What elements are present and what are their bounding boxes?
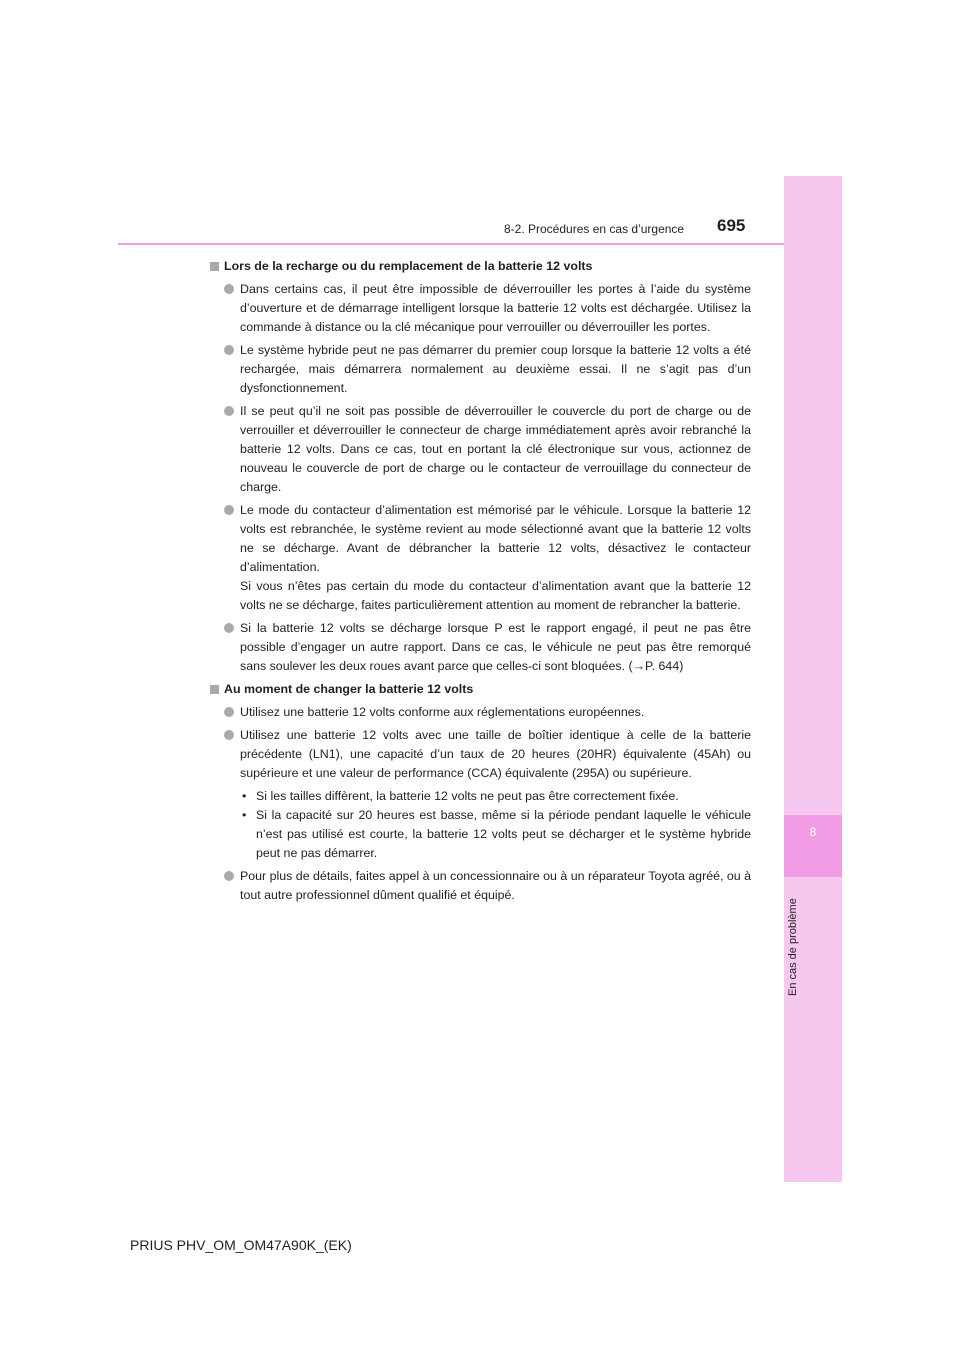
page-content <box>210 257 751 909</box>
section-heading: Lors de la recharge ou du remplacement de la batterie 12 volts <box>210 257 751 276</box>
square-bullet-icon <box>210 685 219 694</box>
sub-list-item: • Si la capacité sur 20 heures est basse, même si la période pendant laquelle le véhicule n’est pas utilisé est courte, la batterie 12 volts peut se décharger et le système hybride peut ne pas démarrer. <box>242 808 751 860</box>
list-item <box>210 501 751 615</box>
section-heading: Au moment de changer la batterie 12 volts <box>210 680 751 699</box>
chapter-label: En cas de problème <box>787 898 799 996</box>
circle-bullet-icon <box>224 284 234 294</box>
list-item-text: Le mode du contacteur d’alimentation est mémorisé par le véhicule. Lorsque la batterie 12 volts est rebranchée, le système revient au mode sélectionné avant que la batterie 12 volts ne se décharge. Avant de débrancher la batterie 12 volts, désactivez le contacteur d’alimentation. <box>240 503 751 574</box>
list-item: Il se peut qu’il ne soit pas possible de déverrouiller le couvercle du port de charge ou de verrouiller et déverrouiller le connecteur de charge immédiatement après avoir rebranché la batterie 12 volts. Dans ce cas, tout en portant la clé électronique sur vous, actionnez de nouveau le couvercle de port de charge ou le contacteur de verrouillage du connecteur de charge. <box>210 402 751 497</box>
chapter-number: 8 <box>809 825 817 839</box>
list-item: Le système hybride peut ne pas démarrer du premier coup lorsque la batterie 12 volts a été rechargée, mais démarrera normalement au deuxième essai. Il ne s’agit pas d’un dysfonctionnement. <box>210 341 751 398</box>
sub-bullet-marker: • <box>242 789 247 803</box>
sub-bullet-marker: • <box>242 808 247 822</box>
list-item: Utilisez une batterie 12 volts avec une taille de boîtier identique à celle de la batterie précédente (LN1), une capacité d’un taux de 20 heures (20HR) équivalente (45Ah) ou supérieure et une valeur de performance (CCA) équivalente (295A) ou supérieure. <box>210 726 751 783</box>
sub-list-item: • Si les tailles diffèrent, la batterie 12 volts ne peut pas être correctement fixée. <box>210 787 751 806</box>
header-divider <box>118 243 784 245</box>
list-item: Utilisez une batterie 12 volts conforme aux réglementations européennes. <box>210 703 751 722</box>
page-number: 695 <box>717 216 746 235</box>
list-item: Pour plus de détails, faites appel à un concessionnaire ou à un réparateur Toyota agréé, ou à tout autre professionnel dûment qualifié et équipé. <box>210 867 751 905</box>
circle-bullet-icon <box>224 406 234 416</box>
circle-bullet-icon <box>224 623 234 633</box>
list-item: Si la batterie 12 volts se décharge lorsque P est le rapport engagé, il peut ne pas être possible d’engager un autre rapport. Dans ce cas, le véhicule ne peut pas être remorqué sans soulever les deux roues avant parce que celles-ci sont bloquées. (→P. 644) <box>210 619 751 676</box>
list-item-continuation: Si vous n’êtes pas certain du mode du contacteur d’alimentation avant que la batterie 12 volts ne se décharge, faites particulièrement attention au moment de rebrancher la batterie. <box>240 579 751 612</box>
chapter-side-tab <box>784 176 842 1182</box>
circle-bullet-icon <box>224 345 234 355</box>
circle-bullet-icon <box>224 730 234 740</box>
document-code: PRIUS PHV_OM_OM47A90K_(EK) <box>130 1237 352 1253</box>
circle-bullet-icon <box>224 707 234 717</box>
circle-bullet-icon <box>224 505 234 515</box>
circle-bullet-icon <box>224 871 234 881</box>
list-item: Dans certains cas, il peut être impossible de déverrouiller les portes à l’aide du système d’ouverture et de démarrage intelligent lorsque la batterie 12 volts est déchargée. Utilisez la commande à distance ou la clé mécanique pour verrouiller ou déverrouiller les portes. <box>210 280 751 337</box>
section-title: 8-2. Procédures en cas d’urgence <box>504 222 685 236</box>
square-bullet-icon <box>210 262 219 271</box>
